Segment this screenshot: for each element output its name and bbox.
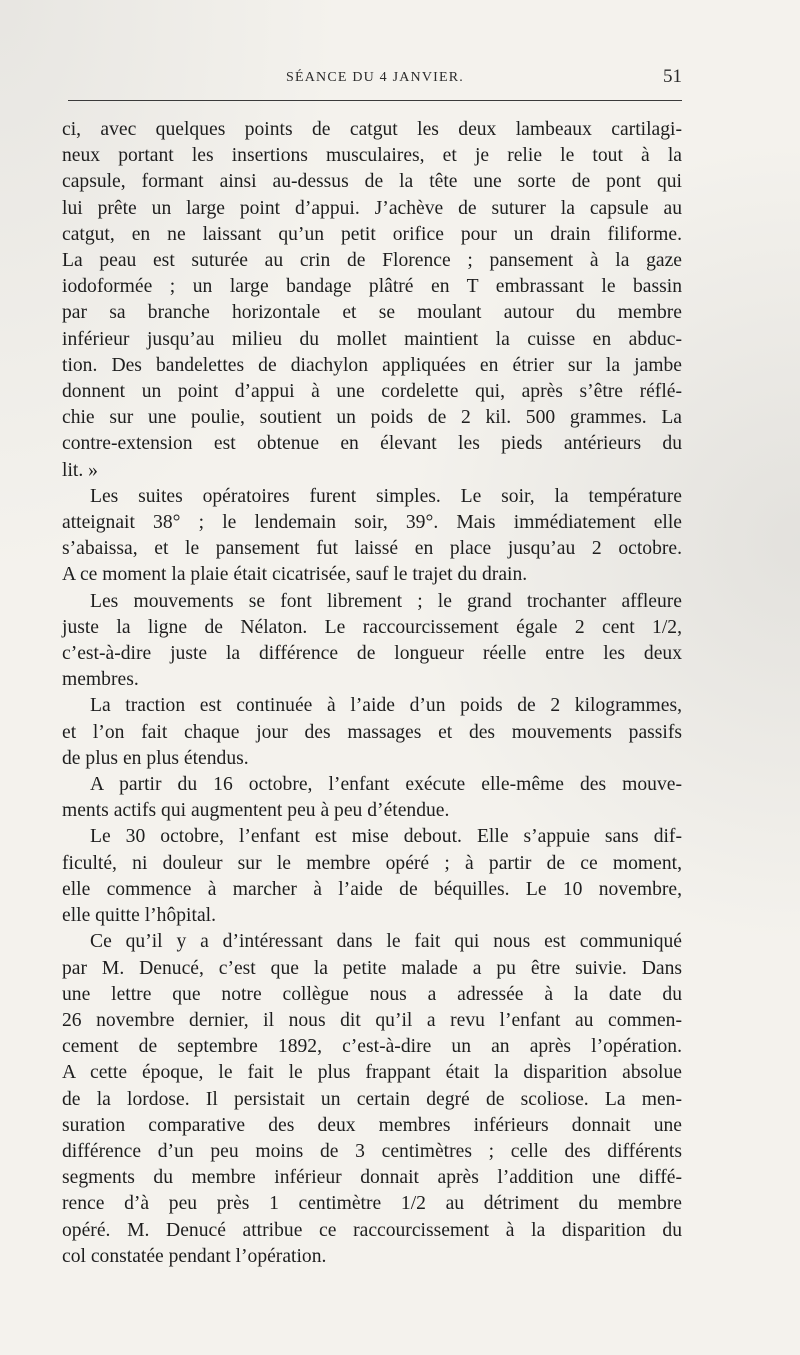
text-line: col constatée pendant l’opération. [62,1245,327,1267]
text-line: par M. Denucé, c’est que la petite malade a pu être suivie. Dans [62,957,682,979]
paragraph [62,929,682,1270]
text-line: capsule, formant ainsi au-dessus de la tête une sorte de pont qui [62,171,682,193]
text-line: ci, avec quelques points de catgut les deux lambeaux cartilagi- [62,119,682,140]
text-line: ments actifs qui augmentent peu à peu d’étendue. [62,800,450,822]
text-line: ficulté, ni douleur sur le membre opéré ; à partir de ce moment, [62,852,682,874]
text-line: rence d’à peu près 1 centimètre 1/2 au détriment du membre [62,1193,682,1215]
text-line: Ce qu’il y a d’intéressant dans le fait qui nous est communiqué [90,931,682,953]
text-line: La traction est continuée à l’aide d’un poids de 2 kilogrammes, [90,695,682,717]
text-line: et l’on fait chaque jour des massages et des mouvements passifs [62,721,682,743]
text-line: donnent un point d’appui à une cordelette qui, après s’être réflé- [62,381,682,403]
page-header [68,66,682,92]
text-line: A ce moment la plaie était cicatrisée, sauf le trajet du drain. [62,564,528,586]
text-line: c’est-à-dire juste la différence de longueur réelle entre les deux [62,643,682,665]
text-line: A cette époque, le fait le plus frappant était la disparition absolue [62,1062,682,1084]
text-line: elle quitte l’hôpital. [62,905,216,927]
text-line: elle commence à marcher à l’aide de béquilles. Le 10 novembre, [62,878,682,900]
text-line: contre-extension est obtenue en élevant les pieds antérieurs du [62,433,682,455]
text-line: atteignait 38° ; le lendemain soir, 39°. Mais immédiatement elle [62,512,682,534]
header-rule [68,100,682,101]
text-line: membres. [62,669,139,691]
text-line: lui prête un large point d’appui. J’achève de suturer la capsule au [62,197,682,219]
text-line: chie sur une poulie, soutient un poids de 2 kil. 500 grammes. La [62,407,682,429]
text-line: Le 30 octobre, l’enfant est mise debout. Elle s’appuie sans dif- [90,826,682,848]
body-text [62,117,682,1270]
paragraph [62,693,682,772]
text-line: lit. » [62,459,98,481]
text-line: suration comparative des deux membres inférieurs donnait une [62,1114,682,1136]
paragraph [62,117,682,484]
text-line: de la lordose. Il persistait un certain degré de scoliose. La men- [62,1088,682,1110]
text-line: neux portant les insertions musculaires, et je relie le tout à la [62,145,682,167]
text-line: tion. Des bandelettes de diachylon appliquées en étrier sur la jambe [62,354,682,376]
paragraph [62,484,682,589]
text-line: cement de septembre 1892, c’est-à-dire un an après l’opération. [62,1036,682,1058]
text-line: de plus en plus étendus. [62,747,249,769]
text-line: iodoformée ; un large bandage plâtré en T embrassant le bassin [62,276,682,298]
running-title: SÉANCE DU 4 JANVIER. [286,70,464,85]
text-line: juste la ligne de Nélaton. Le raccourcissement égale 2 cent 1/2, [62,616,682,638]
text-line: 26 novembre dernier, il nous dit qu’il a revu l’enfant au commen- [62,1009,682,1031]
paragraph [62,824,682,929]
text-line: inférieur jusqu’au milieu du mollet maintient la cuisse en abduc- [62,328,682,350]
paragraph [62,589,682,694]
text-line: Les suites opératoires furent simples. Le soir, la température [90,485,682,507]
page-number: 51 [663,66,682,87]
text-line: A partir du 16 octobre, l’enfant exécute elle-même des mouve- [90,774,682,796]
text-line: catgut, en ne laissant qu’un petit orifice pour un drain filiforme. [62,223,682,245]
text-line: différence d’un peu moins de 3 centimètres ; celle des différents [62,1140,682,1162]
text-line: Les mouvements se font librement ; le grand trochanter affleure [90,590,682,612]
text-line: une lettre que notre collègue nous a adressée à la date du [62,983,682,1005]
text-line: segments du membre inférieur donnait après l’addition une diffé- [62,1167,682,1189]
text-line: s’abaissa, et le pansement fut laissé en place jusqu’au 2 octobre. [62,538,682,560]
text-line: La peau est suturée au crin de Florence ; pansement à la gaze [62,250,682,272]
text-line: opéré. M. Denucé attribue ce raccourcissement à la disparition du [62,1219,682,1241]
text-line: par sa branche horizontale et se moulant autour du membre [62,302,682,324]
paragraph [62,772,682,824]
